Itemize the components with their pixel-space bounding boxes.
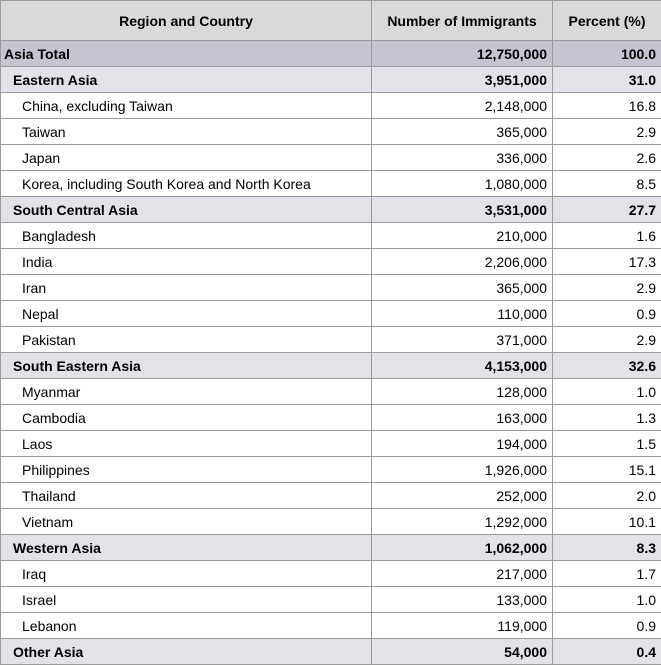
table-row [1,431,661,457]
cell-number: 371,000 [372,327,553,353]
cell-name: Nepal [1,301,372,327]
table-row [1,145,661,171]
cell-number: 365,000 [372,275,553,301]
cell-percent: 16.8 [553,93,661,119]
region-row [1,67,661,93]
cell-number: 54,000 [372,639,553,665]
cell-name: Thailand [1,483,372,509]
cell-name: Vietnam [1,509,372,535]
cell-percent: 0.9 [553,301,661,327]
table-row [1,379,661,405]
cell-number: 2,148,000 [372,93,553,119]
cell-name: Lebanon [1,613,372,639]
cell-name: Iran [1,275,372,301]
cell-percent: 1.0 [553,379,661,405]
cell-name: China, excluding Taiwan [1,93,372,119]
cell-number: 2,206,000 [372,249,553,275]
table-row [1,275,661,301]
region-row [1,639,661,665]
header-region-country: Region and Country [1,1,372,41]
table-row [1,93,661,119]
cell-number: 217,000 [372,561,553,587]
cell-name: Asia Total [1,41,372,67]
cell-number: 1,080,000 [372,171,553,197]
total-row [1,41,661,67]
cell-name: Israel [1,587,372,613]
cell-name: Korea, including South Korea and North Korea [1,171,372,197]
cell-number: 119,000 [372,613,553,639]
cell-name: Cambodia [1,405,372,431]
cell-number: 110,000 [372,301,553,327]
table-body [1,41,661,665]
table-row [1,171,661,197]
table-row [1,509,661,535]
table-row [1,119,661,145]
table-row [1,249,661,275]
cell-percent: 2.6 [553,145,661,171]
cell-percent: 1.7 [553,561,661,587]
region-row [1,535,661,561]
cell-number: 1,062,000 [372,535,553,561]
cell-name: South Eastern Asia [1,353,372,379]
cell-percent: 1.5 [553,431,661,457]
cell-percent: 31.0 [553,67,661,93]
cell-number: 1,292,000 [372,509,553,535]
table-row [1,327,661,353]
cell-name: Laos [1,431,372,457]
cell-name: Pakistan [1,327,372,353]
table-row [1,457,661,483]
header-row [1,1,661,41]
table-row [1,223,661,249]
cell-number: 12,750,000 [372,41,553,67]
cell-number: 128,000 [372,379,553,405]
cell-name: Eastern Asia [1,67,372,93]
cell-number: 4,153,000 [372,353,553,379]
region-row [1,353,661,379]
cell-percent: 8.3 [553,535,661,561]
cell-number: 3,951,000 [372,67,553,93]
cell-number: 163,000 [372,405,553,431]
cell-number: 3,531,000 [372,197,553,223]
cell-number: 365,000 [372,119,553,145]
cell-percent: 2.0 [553,483,661,509]
cell-percent: 2.9 [553,275,661,301]
table-row [1,405,661,431]
cell-percent: 27.7 [553,197,661,223]
table-header [1,1,661,41]
cell-name: Iraq [1,561,372,587]
cell-percent: 10.1 [553,509,661,535]
cell-number: 336,000 [372,145,553,171]
cell-percent: 8.5 [553,171,661,197]
cell-name: Taiwan [1,119,372,145]
cell-name: Other Asia [1,639,372,665]
cell-percent: 32.6 [553,353,661,379]
cell-percent: 15.1 [553,457,661,483]
cell-name: South Central Asia [1,197,372,223]
header-percent: Percent (%) [553,1,661,41]
cell-name: Japan [1,145,372,171]
cell-percent: 0.4 [553,639,661,665]
cell-name: Philippines [1,457,372,483]
cell-percent: 2.9 [553,327,661,353]
cell-percent: 17.3 [553,249,661,275]
cell-percent: 1.6 [553,223,661,249]
cell-percent: 0.9 [553,613,661,639]
cell-name: Western Asia [1,535,372,561]
cell-number: 133,000 [372,587,553,613]
cell-percent: 1.0 [553,587,661,613]
cell-number: 1,926,000 [372,457,553,483]
table-row [1,483,661,509]
cell-name: Bangladesh [1,223,372,249]
cell-percent: 100.0 [553,41,661,67]
cell-number: 252,000 [372,483,553,509]
cell-name: Myanmar [1,379,372,405]
region-row [1,197,661,223]
cell-number: 194,000 [372,431,553,457]
table-row [1,561,661,587]
cell-percent: 2.9 [553,119,661,145]
cell-name: India [1,249,372,275]
table-row [1,301,661,327]
table-row [1,587,661,613]
table-row [1,613,661,639]
cell-number: 210,000 [372,223,553,249]
header-number-of-immigrants: Number of Immigrants [372,1,553,41]
cell-percent: 1.3 [553,405,661,431]
